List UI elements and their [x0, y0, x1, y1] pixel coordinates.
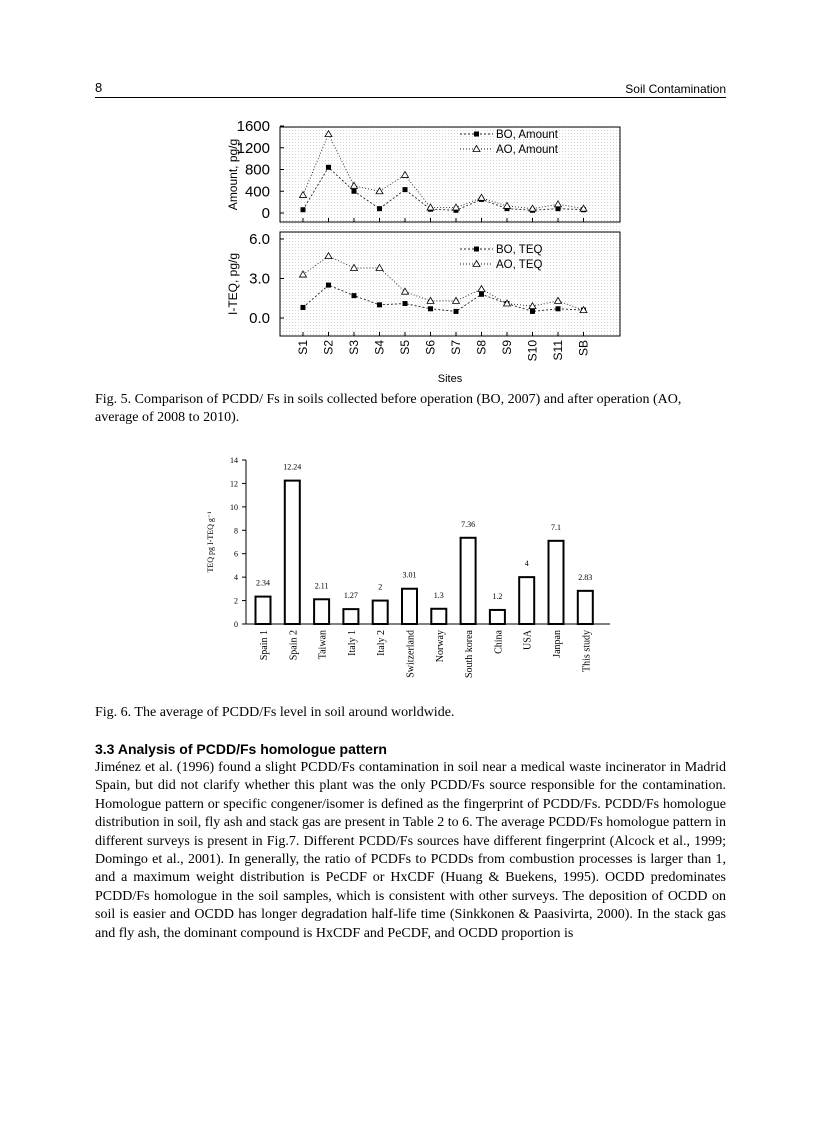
- data-point: [301, 305, 306, 310]
- data-point: [556, 306, 561, 311]
- data-label: 7.36: [461, 519, 476, 529]
- bar: [402, 589, 417, 624]
- legend-marker: [474, 132, 479, 137]
- x-tick-label: S6: [423, 340, 438, 355]
- x-tick-label: S10: [525, 340, 540, 362]
- data-point: [377, 302, 382, 307]
- y-tick-label: 1600: [236, 118, 270, 135]
- data-point: [403, 301, 408, 306]
- legend-marker: [474, 247, 479, 252]
- data-point: [454, 309, 459, 314]
- x-tick-label: Italy 2: [376, 630, 388, 656]
- bar: [431, 609, 446, 624]
- legend-label: AO, Amount: [496, 144, 559, 156]
- data-label: 7.1: [551, 522, 561, 532]
- y-tick-label: 8: [234, 526, 238, 536]
- y-tick-label: 2: [234, 596, 238, 606]
- x-tick-label: S9: [500, 340, 514, 355]
- data-label: 1.3: [433, 590, 444, 600]
- data-label: 1.2: [492, 591, 503, 601]
- data-label: 3.01: [402, 570, 417, 580]
- data-point: [352, 189, 357, 194]
- x-tick-label: S5: [398, 340, 412, 355]
- x-tick-label: Norway: [434, 630, 446, 663]
- bar: [285, 481, 300, 624]
- y-tick-label: 800: [244, 161, 270, 179]
- y-axis-label: I-TEQ, pg/g: [226, 252, 240, 316]
- y-tick-label: 3.0: [249, 270, 270, 288]
- x-tick-label: S1: [296, 340, 310, 355]
- x-tick-label: S7: [449, 340, 463, 355]
- bar: [343, 609, 358, 624]
- section-heading: 3.3 Analysis of PCDD/Fs homologue pattern: [95, 741, 387, 757]
- bar: [490, 610, 505, 624]
- data-point: [301, 207, 306, 212]
- x-tick-label: Taiwan: [317, 630, 329, 660]
- data-label: 2.11: [314, 581, 329, 591]
- data-label: 2.34: [256, 578, 270, 588]
- y-tick-label: 400: [244, 183, 270, 201]
- data-label: 4: [524, 559, 529, 569]
- x-tick-label: This study: [581, 630, 593, 672]
- data-point: [403, 187, 408, 192]
- x-tick-label: China: [493, 630, 505, 654]
- legend-label: BO, Amount: [496, 129, 559, 141]
- data-label: 1.27: [343, 591, 358, 601]
- x-tick-label: Janpan: [552, 630, 563, 658]
- bar: [578, 591, 593, 624]
- data-point: [377, 206, 382, 211]
- running-title: Soil Contamination: [625, 82, 726, 96]
- bar: [461, 538, 476, 624]
- data-point: [326, 283, 331, 288]
- y-tick-label: 6: [234, 549, 238, 559]
- y-tick-label: 12: [230, 479, 238, 489]
- y-tick-label: 14: [230, 456, 238, 465]
- y-tick-label: 6.0: [249, 231, 270, 248]
- data-point: [479, 292, 484, 297]
- data-label: 2: [378, 582, 383, 592]
- page-number: 8: [95, 80, 103, 95]
- bar: [256, 597, 271, 624]
- legend-label: AO, TEQ: [496, 259, 543, 271]
- x-tick-label: Spain 2: [288, 630, 300, 661]
- x-tick-label: USA: [522, 630, 534, 651]
- bar: [373, 601, 388, 624]
- data-label: 12.24: [283, 462, 302, 472]
- y-tick-label: 0.0: [249, 310, 270, 327]
- y-tick-label: 0: [234, 620, 238, 629]
- x-axis-label: Sites: [437, 373, 463, 385]
- figure-6-caption: Fig. 6. The average of PCDD/Fs level in soil around worldwide.: [95, 705, 455, 720]
- y-tick-label: 10: [230, 502, 238, 512]
- bar: [549, 541, 564, 624]
- y-tick-label: 4: [234, 573, 238, 583]
- data-point: [428, 306, 433, 311]
- figure-5-line-chart: [190, 118, 630, 388]
- x-tick-label: S2: [321, 340, 336, 355]
- x-tick-label: Switzerland: [405, 630, 417, 678]
- x-tick-label: S3: [347, 340, 361, 355]
- x-tick-label: Italy 1: [346, 630, 358, 656]
- x-tick-label: S4: [372, 340, 387, 355]
- y-tick-label: 0: [261, 205, 270, 222]
- x-tick-label: South korea: [464, 630, 476, 679]
- x-tick-label: S11: [551, 340, 565, 361]
- bar: [519, 577, 534, 624]
- data-point: [326, 165, 331, 170]
- data-label: 2.83: [578, 572, 593, 582]
- x-tick-label: S8: [474, 340, 489, 355]
- figure-5-caption: Fig. 5. Comparison of PCDD/ Fs in soils collected before operation (BO, 2007) and after operation (AO, average of 2008 to 2010).: [95, 392, 682, 425]
- y-axis-label: Amount, pg/g: [226, 138, 240, 211]
- y-axis-label: TEQ pg I-TEQ g⁻¹: [206, 511, 215, 573]
- data-point: [352, 293, 357, 298]
- legend-label: BO, TEQ: [496, 244, 543, 256]
- page-header: [95, 79, 726, 98]
- body-paragraph: Jiménez et al. (1996) found a slight PCDD/Fs contamination in soil near a medical waste incinerator in Madrid Spain, but did not clarify whether this plant was the only PCDD/Fs source responsible for the contamination. Homologue pattern or specific congener/isomer is defined as the fingerprint of PCDD/Fs. PCDD/Fs homologue distribution in soil, fly ash and stack gas are present in Table 2 to 6. The average PCDD/Fs homologue pattern in different surveys is present in Fig.7. Different PCDD/Fs sources have different fingerprint (Alcock et al., 1999; Domingo et al., 2001). In generally, the ratio of PCDFs to PCDDs from combustion processes is larger than 1, and a maximum weight distribution is PeCDF or HxCDF (Huang & Buekens, 1995). OCDD predominates PCDD/Fs homologue in the soil samples, which is consistent with other surveys. The deposition of OCDD on soil is easier and OCDD has longer degradation half-life time (Sinkkonen & Paasivirta, 2000). In the stack gas and fly ash, the dominant compound is HxCDF and PeCDF, and OCDD proportion is: [95, 760, 726, 941]
- x-tick-label: Spain 1: [259, 630, 270, 661]
- bar: [314, 599, 329, 624]
- figure-6-bar-chart: [190, 448, 630, 698]
- x-tick-label: SB: [576, 340, 591, 357]
- data-point: [530, 309, 535, 314]
- y-tick-label: 1200: [236, 139, 270, 157]
